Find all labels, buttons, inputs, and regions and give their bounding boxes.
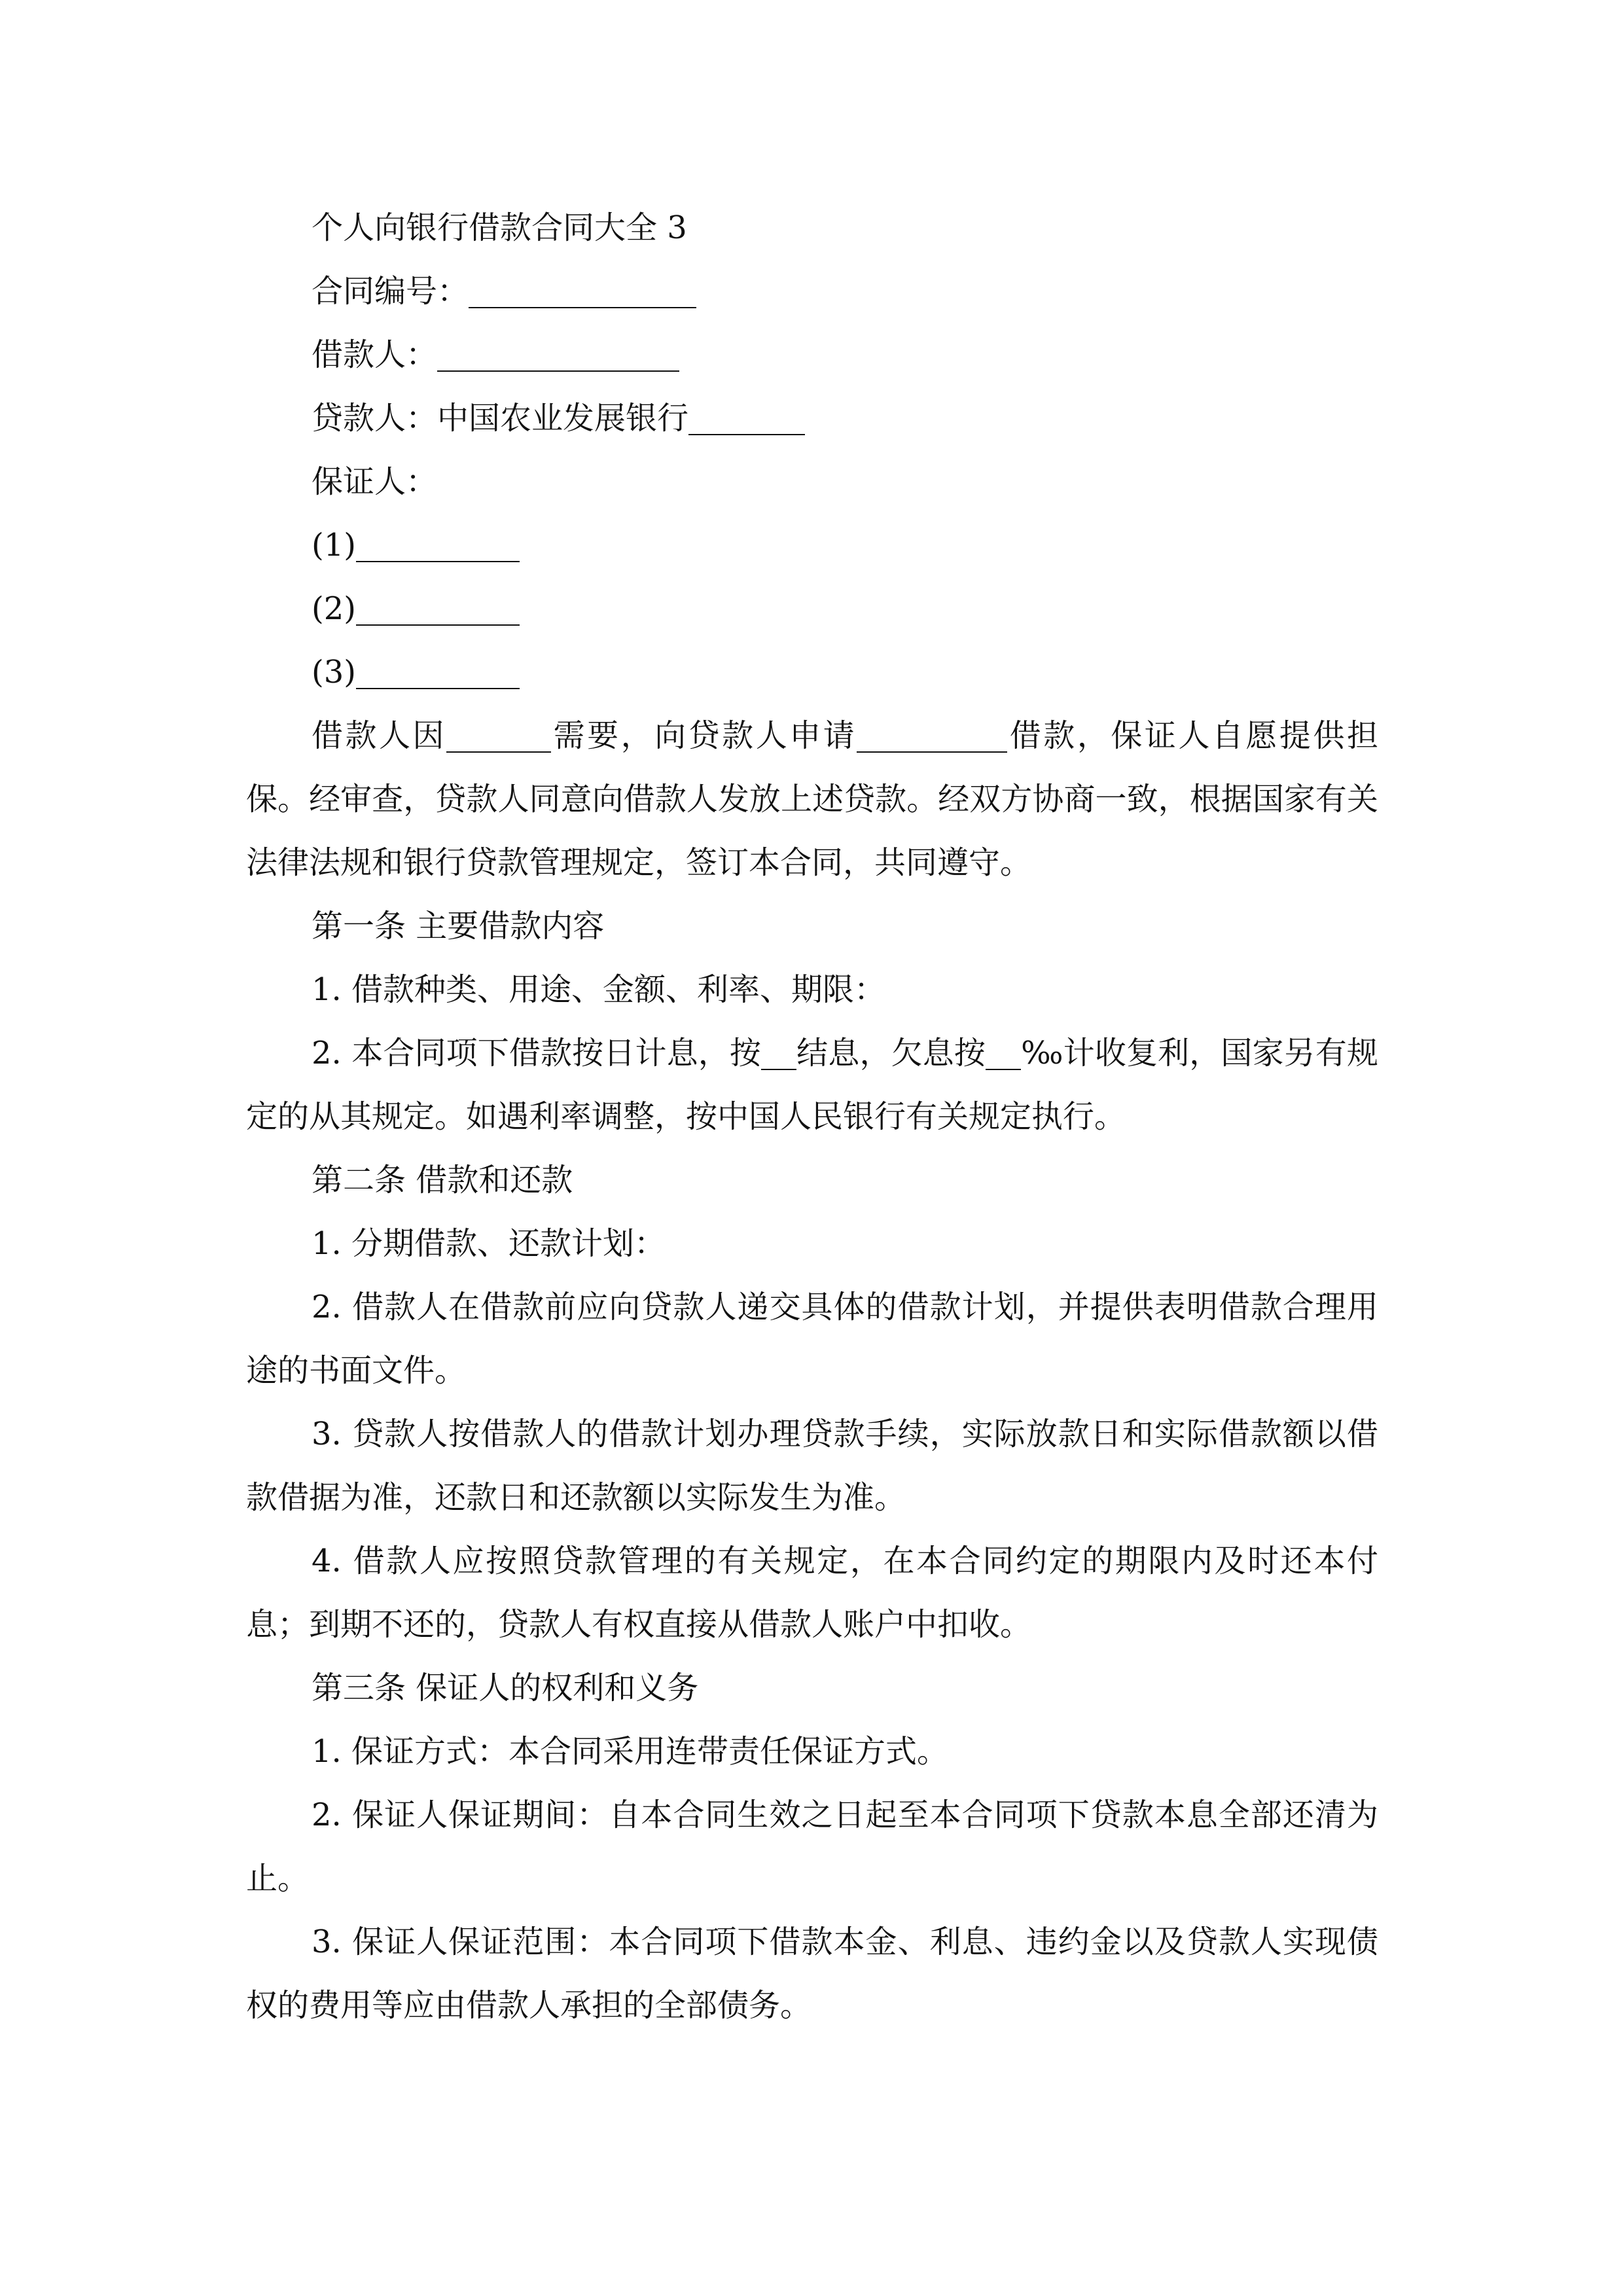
guarantor-1-line <box>246 514 1378 577</box>
article-2-item-4: 4. 借款人应按照贷款管理的有关规定，在本合同约定的期限内及时还本付息；到期不还的，贷款人有权直接从借款人账户中扣收。 <box>246 1543 1378 1643</box>
lender-label: 贷款人： <box>312 400 438 437</box>
article-1-heading: 第一条 主要借款内容 <box>312 908 605 944</box>
guarantor-label: 保证人： <box>312 463 438 500</box>
borrower-blank <box>437 334 679 372</box>
guarantor-1-label: (1) <box>312 527 356 564</box>
intro-part-1: 借款人因 <box>312 717 447 754</box>
purpose-blank <box>446 715 551 753</box>
document-title: 个人向银行借款合同大全 3 <box>312 209 687 246</box>
loan-type-blank <box>857 715 1007 753</box>
article-1-item-2 <box>246 1022 1378 1149</box>
guarantor-2-line <box>246 577 1378 641</box>
borrower-line <box>246 323 1378 387</box>
guarantor-1-blank <box>356 524 520 562</box>
compound-rate-blank <box>986 1032 1021 1070</box>
intro-paragraph <box>246 704 1378 895</box>
article-1-item-2-part-c: ‰计收复利，国家另有规定的从其规定。如遇利率调整，按中国人民银行有关规定执行。 <box>246 1035 1378 1135</box>
borrower-label: 借款人： <box>312 336 438 373</box>
guarantor-3-line <box>246 641 1378 704</box>
article-2-item-1: 1. 分期借款、还款计划： <box>312 1225 666 1262</box>
contract-number-label: 合同编号： <box>312 273 469 310</box>
article-2-item-2: 2. 借款人在借款前应向贷款人递交具体的借款计划，并提供表明借款合理用途的书面文件。 <box>246 1289 1378 1389</box>
article-2-item-3: 3. 贷款人按借款人的借款计划办理贷款手续，实际放款日和实际借款额以借款借据为准，还款日和还款额以实际发生为准。 <box>246 1416 1378 1516</box>
guarantor-3-label: (3) <box>312 654 356 691</box>
article-3-item-3: 3. 保证人保证范围：本合同项下借款本金、利息、违约金以及贷款人实现债权的费用等应由借款人承担的全部债务。 <box>246 1924 1378 2024</box>
article-3-item-1: 1. 保证方式：本合同采用连带责任保证方式。 <box>312 1733 949 1770</box>
lender-line <box>246 387 1378 450</box>
contract-body <box>246 196 1378 2037</box>
contract-number-blank <box>469 270 696 308</box>
guarantor-2-blank <box>356 588 520 626</box>
intro-part-2: 需要，向贷款人申请 <box>551 717 857 754</box>
settlement-period-blank <box>761 1032 796 1070</box>
article-2-heading: 第二条 借款和还款 <box>312 1162 573 1198</box>
intro-part-3: 借款，保证人自愿提供担保。经审查，贷款人同意向借款人发放上述贷款。经双方协商一致，根据国家有关法律法规和银行贷款管理规定，签订本合同，共同遵守。 <box>246 717 1378 881</box>
lender-name: 中国农业发展银行 <box>437 400 689 437</box>
lender-blank <box>688 397 805 435</box>
article-1-item-2-part-b: 结息，欠息按 <box>796 1035 986 1071</box>
article-3-item-2: 2. 保证人保证期间：自本合同生效之日起至本合同项下贷款本息全部还清为止。 <box>246 1797 1378 1897</box>
guarantor-2-label: (2) <box>312 590 356 627</box>
contract-number-line <box>246 260 1378 323</box>
article-1-item-2-part-a: 2. 本合同项下借款按日计息，按 <box>312 1035 762 1071</box>
article-1-item-1: 1. 借款种类、用途、金额、利率、期限： <box>312 971 886 1008</box>
article-3-heading: 第三条 保证人的权利和义务 <box>312 1670 699 1706</box>
guarantor-3-blank <box>356 651 520 689</box>
